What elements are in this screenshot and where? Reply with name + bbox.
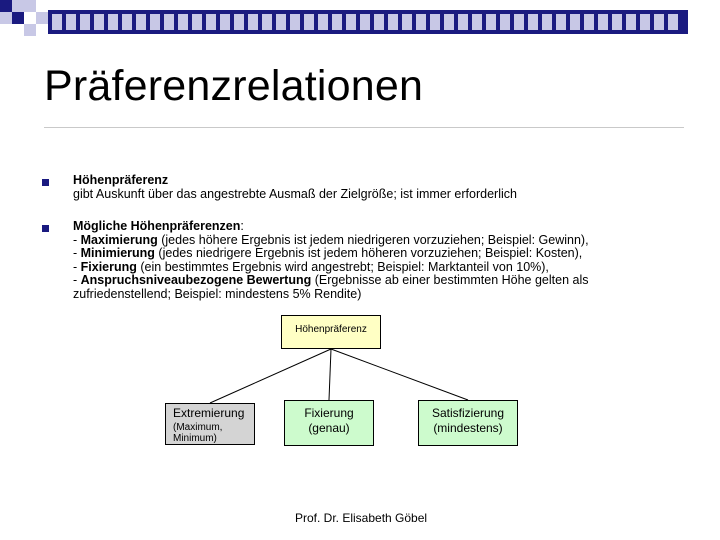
bullet-2-heading: Mögliche Höhenpräferenzen (73, 219, 241, 233)
bullet-1 (73, 174, 517, 201)
node-sub: (mindestens) (433, 421, 503, 435)
item-description: (Ergebnisse ab einer bestimmten Höhe gelten als (311, 273, 589, 287)
preference-item (73, 234, 589, 248)
item-term: Maximierung (80, 232, 158, 247)
bullet-marker (42, 225, 49, 232)
item-prefix: - (73, 232, 81, 247)
item-description: (jedes höhere Ergebnis ist jedem niedrigeren vorzuziehen; Beispiel: Gewinn), (157, 232, 589, 247)
diagram-node-fixierung (284, 400, 374, 446)
item-prefix: - (73, 273, 81, 287)
preference-item (73, 247, 589, 261)
item-term: Fixierung (80, 259, 137, 274)
preference-item-continuation (73, 288, 589, 302)
bullet-2 (73, 220, 589, 301)
diagram-node-satisfizierung (418, 400, 518, 446)
item-description: zufriedenstellend; Beispiel: mindestens 5% Rendite) (73, 286, 362, 301)
bullet-2-heading-suffix: : (240, 219, 244, 233)
node-label: Extremierung (173, 406, 245, 420)
item-term: Minimierung (80, 246, 155, 260)
bullet-1-heading: Höhenpräferenz (73, 173, 169, 187)
slide-title: Präferenzrelationen (44, 62, 424, 110)
bullet-marker (42, 179, 49, 186)
diagram-root-node: Höhenpräferenz (281, 315, 381, 349)
item-prefix: - (73, 246, 81, 260)
connector-line (210, 349, 331, 403)
bullet-1-line: gibt Auskunft über das angestrebte Ausmaß der Zielgröße; ist immer erforderlich (73, 186, 517, 201)
node-sub-line: Minimum) (173, 433, 217, 444)
preference-item (73, 261, 589, 275)
node-sub: (genau) (308, 421, 350, 435)
connector-line (329, 349, 331, 400)
node-label: Satisfizierung (431, 406, 505, 420)
diagram-node-extremierung (165, 403, 255, 445)
footer-author: Prof. Dr. Elisabeth Göbel (295, 511, 428, 525)
node-label: Fixierung (304, 406, 354, 420)
preference-item (73, 274, 589, 288)
item-term: Anspruchsniveaubezogene Bewertung (80, 273, 312, 287)
item-description: (jedes niedrigere Ergebnis ist jedem höheren vorzuziehen; Beispiel: Kosten), (154, 246, 583, 260)
item-prefix: - (73, 259, 81, 274)
item-description: (ein bestimmtes Ergebnis wird angestrebt; Beispiel: Marktanteil von 10%), (136, 259, 549, 274)
connector-line (331, 349, 468, 400)
node-sub-line: (Maximum, (173, 422, 223, 433)
title-divider (44, 127, 684, 128)
header-decoration (0, 0, 720, 40)
